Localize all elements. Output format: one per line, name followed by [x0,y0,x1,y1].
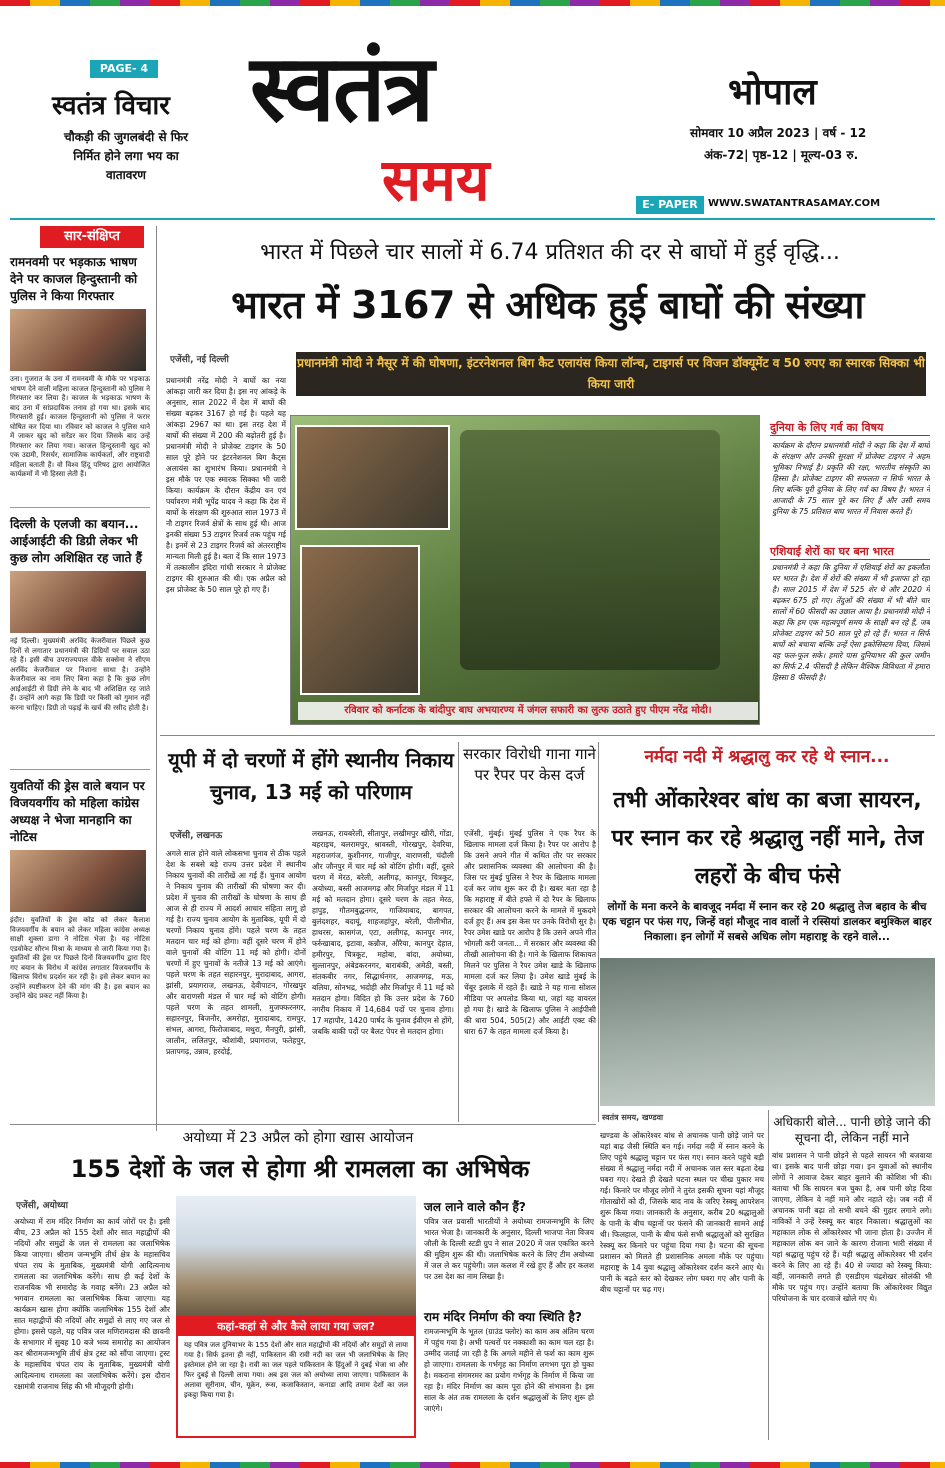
date-line: सोमवार 10 अप्रैल 2023 | वर्ष - 12 [690,126,867,140]
sidebar-briefs [10,226,150,1131]
rapper-body: एजेंसी, मुंबई। मुंबई पुलिस ने एक रैपर के खिलाफ मामला दर्ज किया है। रैपर पर आरोप है कि उसने अपने गीत में कथित तौर पर सरकार और प्रशासनिक व्यवस्था की आलोचना की है। जिस पर मुंबई पुलिस ने रैपर के खिलाफ मामला दर्ज कर जांच शुरू कर दी है। खबर बता रहा है कि महाराष्ट्र में बीते हफ्ते में दो रैपर के खिलाफ सरकार की आलोचना करने के मामले में मुकदमे दर्ज हुए हैं। अब इस केस पर उनके विरोधी सुर है। रैपर उमेश खाडे पर आरोप है कि उसने अपने गीत भोगली करी जनता... में सरकार और व्यवस्था की तीखी आलोचना की है। गाने के खिलाफ शिकायत मिलने पर पुलिस ने रैपर उमेश खाडे के खिलाफ मामला दर्ज कर लिया है। उमेश खाडे मुंबई के चेंबूर इलाके में रहते हैं। खाडे ने यह गाना सोशल मीडिया पर अपलोड किया था, जहां यह वायरल हो गया है। खाडे के खिलाफ पुलिस ने आईपीसी की धारा 504, 505(2) और आईटी एक्ट की धारा 67 के तहत मामला दर्ज किया है। [464,829,596,1036]
lead-deck: प्रधानमंत्री मोदी ने मैसूर में की घोषणा, इंटरनेशनल बिग कैट एलायंस किया लॉन्च, टाइगर्स पर विजन डॉक्यूमेंट व 50 रुपए का स्मारक सिक्का भी किया जारी [296,352,926,396]
divider [10,507,150,508]
issue-line: अंक-72| पृष्ठ-12 | मूल्य-03 रु. [704,148,859,162]
safari-jeep-photo [460,430,720,670]
photo-caption: रविवार को कर्नाटक के बांदीपुर बाघ अभयारण्य में जंगल सफारी का लुत्फ उठाते हुए पीएम नरेंद्र मोदी। [298,702,758,720]
sub-body: रामजन्मभूमि के भूतल (ग्राउंड फ्लोर) का काम अब अंतिम चरण में पहुंच गया है। अभी पत्थरों पर नक्काशी का काम चल रहा है। उम्मीद जताई जा रही है कि अगले महीने से फर्श का काम शुरू हो जाएगा। रामलला के गर्भगृह का निर्माण लगभग पूरा हो चुका है। मकराना संगमरमर का प्रयोग गर्भगृह के निर्माण में किया जा रहा है। मंदिर निर्माण का काम पूरा होने की संभावना है। इस साल के अंत तक रामलला के दर्शन श्रद्धालुओं के लिए शुरू हो जाएंगे। [424,1327,594,1413]
column-title: स्वतंत्र विचार [52,91,170,121]
brief-item [10,254,150,499]
up-body: अगले साल होने वाले लोकसभा चुनाव से ठीक पहले देश के सबसे बड़े राज्य उत्तर प्रदेश में स्थानीय निकाय चुनावों की तारीखें आ गई हैं। चुनाव आयोग ने निकाय चुनाव की तारीखों की घोषणा कर दी। प्रदेश में चुनाव की तारीखों के घोषणा के साथ ही आज से ही राज्य में आदर्श आचार संहिता लागू हो गई है। राज्य चुनाव आयोग के मुताबिक, यूपी में दो चरणों निकाय चुनाव होंगे। पहले चरण के तहत मतदान चार मई को होगा। वहीं दूसरे चरण में होने वाले चुनावों की वोटिंग 11 मई को होगी। दोनों चरणों में हुए चुनावों के नतीजे 13 मई को आएंगे। पहले चरण के तहत सहारनपुर, मुरादाबाद, आगरा, झांसी, प्रयागराज, लखनऊ, देवीपाटन, गोरखपुर और वाराणसी मंडल में चार मई को वोटिंग होगी। पहले चरण के तहत शामली, मुजफ्फरनगर, सहारनपुर, बिजनौर, अमरोहा, मुरादाबाद, रामपुर, संभल, आगरा, फिरोजाबाद, मथुरा, मैनपुरी, झांसी, जालौन, ललितपुर, कौशांबी, प्रयागराज, फतेहपुर, प्रतापगढ़, उन्नाव, हरदोई, [166,849,306,1056]
brief-body: इंदौर। युवतियों के ड्रेस कोड को लेकर कैलाश विजयवर्गीय के बयान को लेकर महिला कांग्रेस अध्यक्ष साक्षी शुक्ला डागा ने नोटिस भेजा है। यह नोटिस एडवोकेट सौरभ मिश्रा के माध्यम से जारी किया गया है। युवतियों की ड्रेस पर पिछले दिनों विजयवर्गीय द्वारा दिए गए बयान के विरोध में कांग्रेस लगातार विजयवर्गीय के खिलाफ विरोध प्रदर्शन कर रही है। इसे लेकर बयान का उन्होंने स्पष्टीकरण देने की मांग की है। इस बयान का उन्होंने खेद प्रकट नहीं किया है। [10,916,150,1000]
lead-byline: एजेंसी, नई दिल्ली [170,355,229,365]
box-body: प्रधानमंत्री ने कहा कि दुनिया में एशियाई शेरों का इकलौता घर भारत है। देश में शेरों की संख्या में भी इजाफा हो रहा है। साल 2015 में देश में 525 शेर थे और 2020 में बढ़कर 675 हो गए। तेंदुओं की संख्या में भी बीते चार सालों में 60 फीसदी का उछाल आया है। प्रधानमंत्री मोदी ने कहा कि हम एक महत्वपूर्ण समय के साक्षी बन रहे हैं, जब प्रोजेक्ट टाइगर को 50 साल पूरे हो रहे हैं। भारत न सिर्फ बाघों को बचाया बल्कि उन्हें ऐसा इकोसिस्टम दिया, जिसमें वह फल-फूल सके। हमारे पास दुनियाभर की कुल जमीन का सिर्फ 2.4 फीसदी है लेकिन वैश्विक विविधता में हमारा हिस्सा 8 फीसदी है। [772,563,930,682]
sub-heading: जल लाने वाले कौन हैं? [424,1200,526,1214]
epaper-label: E- PAPER [636,196,704,214]
ayodhya-byline: एजेंसी, अयोध्या [16,1201,68,1211]
color-strip-top [0,0,945,6]
brief-item [10,778,150,1040]
sub-body: पवित्र जल प्रवासी भारतीयों ने अयोध्या रामजन्मभूमि के लिए भारत भेजा है। जानकारी के अनुसार, दिल्ली भाजपा नेता विजय जौली के दिल्ली स्टडी ग्रुप ने साल 2020 में जल एकत्रित करने की मुहिम शुरू की थी। जलाभिषेक करने के लिए टीम अयोध्या में जल ले कर पहुंचेगी। जल कलश में रखे हुए हैं और हर कलश पर उस देश का नाम लिखा है। [424,1217,594,1281]
ayodhya-headline[interactable]: 155 देशों के जल से होगा श्री रामलला का अभिषेक [70,1155,530,1183]
narmada-side-headline[interactable]: अधिकारी बोले... पानी छोड़े जाने की सूचना दी, लेकिन नहीं माने [773,1115,931,1145]
water-source-box [176,1316,416,1438]
edition-city: भोपाल [728,72,817,113]
box-title: कहां-कहां से और कैसे लाया गया जल? [178,1318,414,1336]
column-divider [156,226,157,1131]
box-body: यह पवित्र जल दुनियाभर के 155 देशों और सात महाद्वीपों की नदियों और समुद्रों से लाया गया है। सिर्फ इतना ही नहीं, पाकिस्तान की रावी नदी का जल भी जलाभिषेक के लिए इस्तेमाल होने जा रहा है। रावी का जल पहले पाकिस्तान के हिंदुओं ने दुबई भेजा था और फिर दुबई से दिल्ली लाया गया। अब इस जल को अयोध्या लाया जाएगा। पाकिस्तान के अलावा सूरीनाम, चीन, यूक्रेन, रूस, कजाकिस्तान, कनाडा आदि तमाम देशों का जल इकट्ठा किया गया है। [184,1341,408,1399]
narmada-kicker: नर्मदा नदी में श्रद्धालु कर रहे थे स्नान... [644,747,890,767]
lead-headline[interactable]: भारत में 3167 से अधिक हुई बाघों की संख्या [231,283,864,327]
box-heading: एशियाई शेरों का घर बना भारत [770,544,930,560]
up-byline: एजेंसी, लखनऊ [170,831,223,841]
brief-photo [10,309,146,371]
sidebar-label: सार-संक्षिप्त [40,226,144,248]
elephant-inset-photo [295,425,450,530]
rapper-headline[interactable]: सरकार विरोधी गाना गाने पर रैपर पर केस दर्ज [463,745,596,784]
binocular-inset-photo [300,545,420,695]
ram-temple-photo [176,1196,416,1316]
box-heading: दुनिया के लिए गर्व का विषय [770,420,930,436]
ayodhya-body: अयोध्या में राम मंदिर निर्माण का कार्य जोरों पर है। इसी बीच, 23 अप्रैल को 155 देशों और सात महाद्वीपों की नदियों और समुद्रों के जल से रामलला का जलाभिषेक किया जाएगा। श्रीराम जन्मभूमि तीर्थ क्षेत्र के महासचिव चंपत राय के मुताबिक, मुख्यमंत्री योगी आदित्यनाथ रामलला का जलाभिषेक करेंगे। साथ ही कई देशों के राजनयिक भी समारोह के गवाह बनेंगे। 23 अप्रैल को भगवान रामलला का जलाभिषेक किया जाएगा। यह कार्यक्रम खास होगा क्योंकि जलाभिषेक 155 देशों और सात महाद्वीपों की नदियों और समुद्रों से लाए गए जल से होगा। इससे पहले, यह पवित्र जल मणिरामदास की छावनी के सभागार में सुबह 10 बजे भव्य समारोह का आयोजन कर श्रीरामजन्मभूमि तीर्थ क्षेत्र ट्रस्ट को सौंपा जाएगा। ट्रस्ट के महासचिव चंपत राय के मुताबिक, मुख्यमंत्री योगी आदित्यनाथ रामलला का जलाभिषेक करेंगे। इस दौरान रक्षामंत्री राजनाथ सिंह की भी मौजूदगी होगी। [14,1217,170,1391]
brief-body: उना। गुजरात के उना में रामनवमी के मौके पर भड़काऊ भाषण देने वाली महिला काजल हिन्दुस्तानी को पुलिस ने गिरफ्तार कर लिया है। काजल के भड़काऊ भाषण के बाद उना में सांप्रदायिक तनाव हो गया था। इसके बाद गिरफ्तारी हुई। काजल हिन्दुस्तानी को पुलिस ने फरार घोषित कर दिया था। रविवार को काजल ने पुलिस थाने में जाकर खुद को सरेंडर कर दिया जिसके बाद उन्हें गिरफ्तार कर लिया गया। काजल हिन्दुस्तानी खुद को एक उद्यमी, रिसर्चर, सामाजिक कार्यकर्ता, और राष्ट्रवादी महिला बताती हैं। वो विश्व हिंदू परिषद द्वारा आयोजित कार्यक्रमों में भी हिस्सा लेती हैं। [10,375,150,478]
brief-body: नई दिल्ली। मुख्यमंत्री अरविंद केजरीवाल पिछले कुछ दिनों से लगातार प्रधानमंत्री की डिग्रियों पर सवाल उठा रहे हैं। इसी बीच उपराज्यपाल वीके सक्सेना ने सीएम अरविंद केजरीवाल पर निशाना साधा है। उन्होंने केजरीवाल का नाम लिए बिना कहा है कि कुछ लोग आईआईटी से डिग्री लेने के बाद भी अशिक्षित रह जाते हैं। उन्होंने आगे कहा कि डिग्री पर किसी को गुमान नहीं करना चाहिए। डिग्री तो पढ़ाई के खर्च की रसीद होती है। [10,637,150,712]
brief-photo [10,571,146,633]
column-divider [768,1110,769,1440]
box-body: कार्यक्रम के दौरान प्रधानमंत्री मोदी ने कहा कि देश में बाघों के संरक्षण और उनकी सुरक्षा में प्रोजेक्ट टाइगर ने अहम भूमिका निभाई है। प्रकृति की रक्षा, भारतीय संस्कृति का हिस्सा है। प्रोजेक्ट टाइगर की सफलता न सिर्फ भारत के लिए बल्कि पूरी दुनिया के लिए गर्व का विषय है। भारत ने आजादी के 75 साल पूरे कर लिए हैं और उसी समय दुनिया के 75 प्रतिशत बाघ भारत में निवास करते हैं। [772,441,930,516]
brief-headline[interactable]: युवतियों की ड्रेस वाले बयान पर विजयवर्गीय को महिला कांग्रेस अध्यक्ष ने भेजा मानहानि का नोटिस [10,779,145,844]
column-divider [598,742,599,1122]
narmada-deck: लोगों के मना करने के बावजूद नर्मदा में स्नान कर रहे 20 श्रद्धालु तेज बहाव के बीच एक चट्टान पर फंस गए, जिन्हें वहां मौजूद नाव वालों ने रस्सियां डालकर बमुश्किल बाहर निकाला। इन लोगों में सबसे अधिक लोग महाराष्ट्र के रहने वाले... [602,901,932,943]
narmada-headline[interactable]: तभी ओंकारेश्वर बांध का बजा सायरन, पर स्नान कर रहे श्रद्धालु नहीं माने, तेज लहरों के बीच फंसे [611,788,924,889]
brief-headline[interactable]: दिल्ली के एलजी का बयान... आईआईटी की डिग्री लेकर भी कुछ लोग अशिक्षित रह जाते हैं [10,517,143,565]
sub-heading: राम मंदिर निर्माण की क्या स्थिति है? [424,1310,582,1324]
page-label: PAGE- 4 [90,60,158,78]
newspaper-logo-top: स्वतंत्र [250,34,433,142]
up-headline[interactable]: यूपी में दो चरणों में होंगे स्थानीय निकाय चुनाव, 13 मई को परिणाम [168,748,454,804]
narmada-byline: स्वतंत्र समय, खण्डवा [602,1113,664,1122]
newspaper-logo-bottom: समय [382,146,490,214]
narmada-body: खण्डवा के ओंकारेश्वर बांध से अचानक पानी छोड़े जाने पर यहां बाढ़ जैसी स्थिति बन गई। नर्मदा नदी में स्नान करने के लिए पहुंचे श्रद्धालु चट्टान पर फंस गए। स्नान करने पहुंचे बड़ी संख्या में श्रद्धालु नर्मदा नदी में अचानक जल स्तर बढ़ता देख घबरा गए। देखते ही देखते घटना स्थल पर चीख पुकार मच गई। किनारे पर मौजूद लोगों ने तुरंत इसकी सूचना यहां मौजूद गोताखोरों को दी, जिसके बाद नाव के जरिए रेस्क्यू आपरेशन शुरू किया गया। जानकारी के अनुसार, करीब 20 श्रद्धालुओं के पानी के बीच चट्टानों पर फंसने की जानकारी सामने आई थी। फिलहाल, पानी के बीच फंसे सभी श्रद्धालुओं को सुरक्षित रेस्क्यू कर किनारे पर पहुंचा दिया गया है। घटना की सूचना प्रशासन को मिलते ही प्रशासनिक अमला मौके पर पहुंचा। महाराष्ट्र के 14 युवा श्रद्धालु ओंकारेश्वर दर्शन करने आए थे। पानी के बढ़ते स्तर को देखकर लोग घबरा गए और पानी के बीच चट्टानों पर चढ़ गए। [600,1131,764,1294]
column-divider [458,742,459,1122]
divider [10,769,150,770]
column-subtitle: चौकड़ी की जुगलबंदी से फिर निर्मित होने लगा भय का वातावरण [63,130,189,182]
brief-headline[interactable]: रामनवमी पर भड़काऊ भाषण देने पर काजल हिन्दुस्तानी को पुलिस ने किया गिरफ्तार [10,255,138,303]
section-divider [10,1124,596,1125]
ayodhya-kicker: अयोध्या में 23 अप्रैल को होगा खास आयोजन [182,1130,414,1146]
section-divider [160,735,935,736]
color-strip-bottom [0,1462,945,1468]
masthead-rule [10,218,935,220]
website-link[interactable]: WWW.SWATANTRASAMAY.COM [708,198,881,209]
lead-kicker: भारत में पिछले चार सालों में 6.74 प्रतिशत की दर से बाघों में हुई वृद्धि... [260,240,840,265]
up-body-continued: लखनऊ, रायबरेली, सीतापुर, लखीमपुर खीरी, गोंडा, बहराइच, बलरामपुर, श्रावस्ती, गोरखपुर, देवरिया, महराजगंज, कुशीनगर, गाजीपुर, वाराणसी, चंदौली और जौनपुर में चार मई को वोटिंग होगी। वहीं, दूसरे चरण में मेरठ, बरेली, अलीगढ़, कानपुर, चित्रकूट, अयोध्या, बस्ती आजमगढ़ और मिर्जापुर मंडल में 11 मई को मतदान होगा। दूसरे चरण के तहत मेरठ, हापुड़, गौतमबुद्धनगर, गाजियाबाद, बागपत, बुलंदशहर, बदायूं, शाहजहांपुर, बरेली, पीलीभीत, हाथरस, कासगंज, एटा, अलीगढ़, कानपुर नगर, फर्रुखाबाद, इटावा, कन्नौज, औरैया, कानपुर देहात, हमीरपुर, चित्रकूट, महोबा, बांदा, अयोध्या, सुल्तानपुर, अंबेडकरनगर, बाराबंकी, अमेठी, बस्ती, संतकबीर नगर, सिद्धार्थनगर, आजमगढ़, मऊ, बलिया, सोनभद्र, भदोही और मिर्जापुर में 11 मई को मतदान होगा। विदित हो कि उत्तर प्रदेश के 760 नगरीय निकाय में 14,684 पदों पर चुनाव होगा। 17 महापौर, 1420 पार्षद के चुनाव ईवीएम से होंगे, जबकि बाकी पदों पर बैलट पेपर से मतदान होगा। [312,829,454,1036]
lead-body: प्रधानमंत्री नरेंद्र मोदी ने बाघों का नया आंकड़ा जारी कर दिया है। इस नए आंकड़े के अनुसार, साल 2022 में देश में बाघों की संख्या बढ़कर 3167 हो गई है। पहले यह आंकड़ा 2967 का था। इस तरह देश में बाघों की संख्या में 200 की बढ़ोतरी हुई है। प्रधानमंत्री मोदी ने प्रोजेक्ट टाइगर के 50 साल पूरे होने पर इंटरनेशनल बिग कैट्स अलायंस का शुभारंभ किया। प्रधानमंत्री ने इस मौके पर एक स्मारक सिक्का भी जारी किया। कार्यक्रम के दौरान केंद्रीय वन एवं पर्यावरण मंत्री भूपेंद्र यादव ने कहा कि देश में बाघों के संरक्षण की शुरुआत साल 1973 में नौ टाइगर रिजर्व क्षेत्रों के साथ हुई थी। आज इनकी संख्या 53 टाइगर रिजर्व तक पहुंच गई है। इनमें से 23 टाइगर रिजर्व को अंतरराष्ट्रीय मान्यता मिली हुई है। बता दें कि साल 1973 में तत्कालीन इंदिरा गांधी सरकार ने प्रोजेक्ट टाइगर की शुरुआत की थी। एक अप्रैल को इस प्रोजेक्ट के 50 साल पूरे हो गए हैं। [166,376,286,594]
brief-photo [10,850,146,912]
brief-item [10,516,150,761]
narmada-side-body: बांध प्रशासन ने पानी छोड़ने से पहले सायरन भी बजवाया था। इसके बाद पानी छोड़ा गया। इन युवाओं को स्थानीय लोगों ने आवाज देकर बाहर बुलाने की कोशिश भी की। बताया भी कि सायरन बज चुका है, अब पानी छोड़ दिया जाएगा, लेकिन वे नहीं माने और नहाते रहे। जब नदी में अचानक पानी बढ़ा तो सभी बचने की गुहार लगाने लगे। नाविकों ने उन्हें रेस्क्यू कर बाहर निकाला। श्रद्धालुओं का महाकाल लोक से ओंकारेश्वर भी जाना होता है। उज्जैन में महाकाल लोक बन जाने के कारण रोजाना भारी संख्या में यहां श्रद्धालु पहुंच रहे हैं। यही श्रद्धालु ओंकारेश्वर भी दर्शन करने के लिए आ रहे हैं। 40 से ज्यादा को रेस्क्यू किया: वहीं, जानकारी लगते ही एसडीएम चंद्रशेखर सोलंकी भी मौके पर पहुंच गए। उन्होंने बताया कि ओंकारेश्वर विद्युत परियोजना के चार दरवाजे खोले गए थे। [772,1151,932,1303]
river-photo [600,958,935,1106]
